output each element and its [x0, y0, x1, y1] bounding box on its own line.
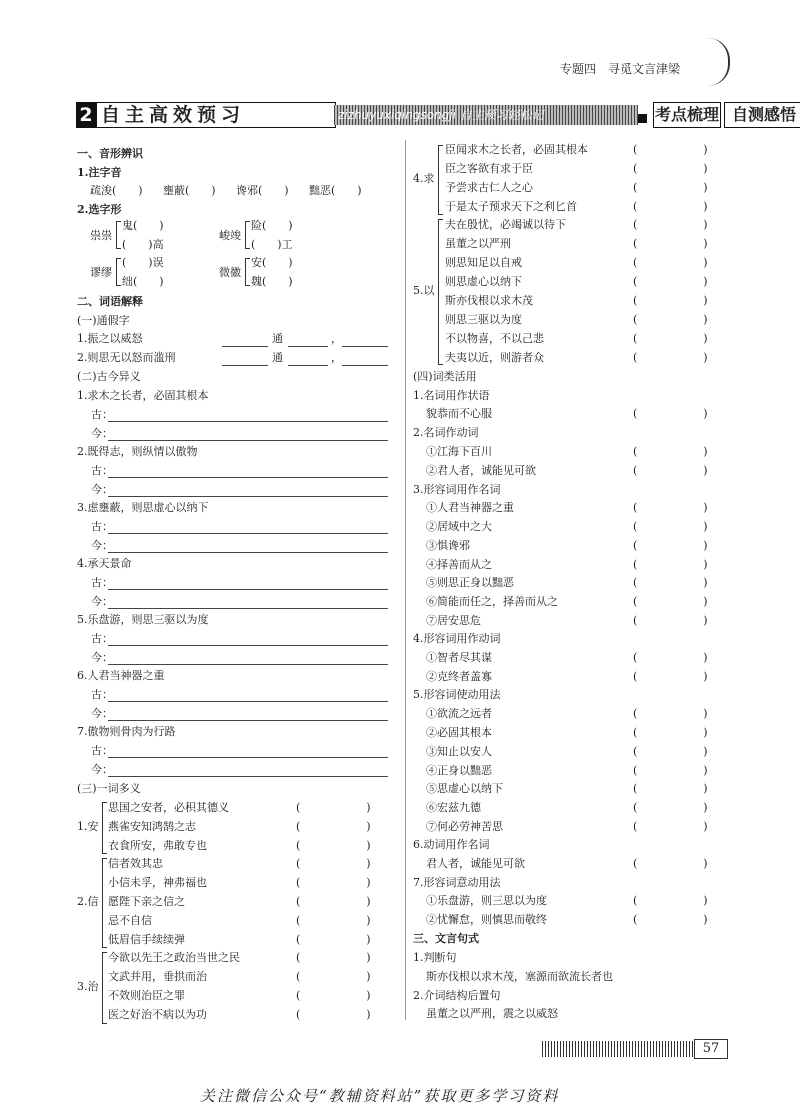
answer-paren[interactable]: ( ): [633, 237, 708, 250]
banner-pinyin: zizhuyuxiqingsongji 自主预习轻松记: [334, 105, 638, 125]
usage-heading: 1.名词用作状语: [413, 389, 490, 402]
usage-sentence: ⑦居安思危: [426, 614, 481, 627]
usage-sentence: 貌恭而不心服: [426, 407, 492, 420]
header-decoration: [708, 38, 730, 86]
answer-paren[interactable]: ( ): [296, 1008, 371, 1021]
pinyin-item: 谗邪( ): [236, 184, 289, 197]
polysemy-sentence: 臣之客欲有求于臣: [445, 162, 533, 175]
answer-paren[interactable]: ( ): [296, 970, 371, 983]
answer-paren[interactable]: ( ): [633, 801, 708, 814]
polysemy-sentence: 低眉信手续续弹: [108, 933, 185, 946]
section-banner: [76, 102, 796, 128]
answer-paren[interactable]: ( ): [633, 256, 708, 269]
answer-paren[interactable]: ( ): [296, 820, 371, 833]
answer-line[interactable]: [108, 552, 388, 553]
brace: [116, 221, 121, 249]
answer-paren[interactable]: ( ): [633, 294, 708, 307]
polysemy-sentence: 文武并用，垂拱而治: [108, 970, 207, 983]
usage-heading: 3.形容词用作名词: [413, 483, 501, 496]
answer-paren[interactable]: ( ): [633, 407, 708, 420]
heading-sentence-patterns: 三、文言句式: [413, 932, 479, 945]
gu-label: 古：: [91, 464, 113, 477]
answer-line[interactable]: [108, 440, 388, 441]
answer-line[interactable]: [108, 664, 388, 665]
column-divider: [405, 140, 406, 1020]
comma-text: ，: [331, 351, 342, 364]
polysemy-sentence: 夫夷以近，则游者众: [445, 351, 544, 364]
gu-label: 古：: [91, 408, 113, 421]
pattern-sentence: 虽董之以严刑，震之以威怒: [426, 1007, 558, 1020]
gu-label: 古：: [91, 744, 113, 757]
polysemy-sentence: 不以物喜，不以己悲: [445, 332, 544, 345]
subheading-word-class: (四)词类活用: [413, 370, 477, 383]
gujin-question: 6.人君当神器之重: [77, 669, 165, 682]
polysemy-sentence: 燕雀安知鸿鹄之志: [108, 820, 196, 833]
answer-line[interactable]: [108, 720, 388, 721]
answer-paren[interactable]: ( ): [296, 857, 371, 870]
answer-blank[interactable]: [222, 346, 268, 347]
brace: [116, 258, 121, 286]
char-group-row: 安( ): [251, 256, 293, 269]
usage-sentence: ⑥宏兹九德: [426, 801, 481, 814]
answer-line[interactable]: [108, 757, 388, 758]
answer-paren[interactable]: ( ): [633, 576, 708, 589]
tongjia-question: 1.振之以威怒: [77, 332, 143, 345]
answer-paren[interactable]: ( ): [633, 726, 708, 739]
answer-paren[interactable]: ( ): [296, 895, 371, 908]
answer-blank[interactable]: [222, 365, 268, 366]
answer-paren[interactable]: ( ): [633, 894, 708, 907]
tongjia-tong: 通: [272, 351, 283, 364]
tongjia-tong: 通: [272, 332, 283, 345]
char-group-row: 绌( ): [122, 275, 164, 288]
usage-sentence: ①乐盘游，则三思以为度: [426, 894, 547, 907]
subheading-pinyin: 1.注字音: [77, 166, 122, 179]
char-group-row: 鬼( ): [122, 219, 164, 232]
subheading-polysemy: (三)一词多义: [77, 782, 141, 795]
subheading-gujin: (二)古今异义: [77, 370, 141, 383]
polysemy-label: 3.治: [77, 980, 99, 993]
answer-paren[interactable]: ( ): [296, 839, 371, 852]
answer-blank[interactable]: [288, 346, 328, 347]
answer-paren[interactable]: ( ): [633, 332, 708, 345]
brace: [438, 219, 443, 365]
usage-heading: 7.形容词意动用法: [413, 876, 501, 889]
tongjia-question: 2.则思无以怒而滥刑: [77, 351, 176, 364]
answer-line[interactable]: [108, 496, 388, 497]
char-group-lead: 峻竣: [219, 229, 241, 242]
polysemy-sentence: 思国之安者，必积其德义: [108, 801, 229, 814]
jin-label: 今：: [91, 651, 113, 664]
banner-square-icon: [638, 114, 647, 123]
answer-paren[interactable]: ( ): [296, 989, 371, 1002]
gu-label: 古：: [91, 576, 113, 589]
jin-label: 今：: [91, 763, 113, 776]
usage-heading: 2.名词作动词: [413, 426, 479, 439]
pinyin-item: 疏浚( ): [90, 184, 143, 197]
polysemy-label: 2.信: [77, 895, 99, 908]
gujin-question: 5.乐盘游，则思三驱以为度: [77, 613, 209, 626]
answer-paren[interactable]: ( ): [633, 820, 708, 833]
answer-paren[interactable]: ( ): [633, 200, 708, 213]
polysemy-label: 4.求: [413, 172, 435, 185]
usage-sentence: ④正身以黜恶: [426, 764, 492, 777]
answer-paren[interactable]: ( ): [633, 782, 708, 795]
usage-sentence: ⑥简能而任之，择善而从之: [426, 595, 558, 608]
char-group-lead: 祟祟: [90, 229, 112, 242]
answer-line[interactable]: [108, 645, 388, 646]
answer-paren[interactable]: ( ): [296, 801, 371, 814]
answer-paren[interactable]: ( ): [633, 857, 708, 870]
answer-paren[interactable]: ( ): [633, 707, 708, 720]
answer-paren[interactable]: ( ): [633, 614, 708, 627]
char-group-row: ( )高: [122, 238, 164, 251]
jin-label: 今：: [91, 595, 113, 608]
polysemy-label: 1.安: [77, 820, 99, 833]
answer-line[interactable]: [108, 776, 388, 777]
heading-word-explain: 二、词语解释: [77, 295, 143, 308]
subheading-char-choice: 2.选字形: [77, 203, 122, 216]
polysemy-sentence: 今欲以先王之政治当世之民: [108, 951, 240, 964]
answer-paren[interactable]: ( ): [633, 162, 708, 175]
answer-paren[interactable]: ( ): [296, 933, 371, 946]
usage-sentence: ①江海下百川: [426, 445, 492, 458]
polysemy-sentence: 忌不自信: [108, 914, 152, 927]
polysemy-label: 5.以: [413, 284, 435, 297]
pattern-sentence: 斯亦伐根以求木茂，塞源而欲流长者也: [426, 970, 613, 983]
banner-title: 自主高效预习: [96, 102, 336, 128]
footer-note: 关注微信公众号“教辅资料站”获取更多学习资料: [200, 1087, 560, 1105]
answer-paren[interactable]: ( ): [633, 501, 708, 514]
gu-label: 古：: [91, 632, 113, 645]
brace: [102, 802, 107, 854]
usage-heading: 5.形容词使动用法: [413, 688, 501, 701]
polysemy-sentence: 夫在殷忧，必竭诚以待下: [445, 218, 566, 231]
polysemy-sentence: 愿陛下亲之信之: [108, 895, 185, 908]
answer-paren[interactable]: ( ): [633, 651, 708, 664]
comma-text: ，: [331, 332, 342, 345]
usage-sentence: ⑤则思正身以黜恶: [426, 576, 514, 589]
usage-sentence: ②忧懈怠，则慎思而敬终: [426, 913, 547, 926]
polysemy-sentence: 衣食所安，弗敢专也: [108, 839, 207, 852]
banner-tag-selftest: 自测感悟: [724, 102, 800, 128]
pinyin-item: 壅蔽( ): [163, 184, 216, 197]
answer-line[interactable]: [108, 477, 388, 478]
brace: [245, 258, 250, 286]
answer-paren[interactable]: ( ): [633, 351, 708, 364]
answer-paren[interactable]: ( ): [633, 275, 708, 288]
char-group-row: ( )工: [251, 238, 293, 251]
usage-sentence: ⑤思虚心以纳下: [426, 782, 503, 795]
usage-sentence: ③知止以安人: [426, 745, 492, 758]
usage-sentence: 君人者，诚能见可欲: [426, 857, 525, 870]
pinyin-item: 黜恶( ): [309, 184, 362, 197]
brace: [438, 145, 443, 215]
usage-sentence: ②克终者盖寡: [426, 670, 492, 683]
answer-paren[interactable]: ( ): [633, 313, 708, 326]
answer-paren[interactable]: ( ): [296, 914, 371, 927]
usage-heading: 4.形容词用作动词: [413, 632, 501, 645]
char-group-lead: 微徽: [219, 266, 241, 279]
subheading-tongjia: (一)通假字: [77, 314, 130, 327]
polysemy-sentence: 医之好治不病以为功: [108, 1008, 207, 1021]
answer-paren[interactable]: ( ): [633, 764, 708, 777]
char-group-row: 魏( ): [251, 275, 293, 288]
answer-paren[interactable]: ( ): [633, 181, 708, 194]
usage-sentence: ①人君当神器之重: [426, 501, 514, 514]
gujin-question: 3.虑壅蔽，则思虚心以纳下: [77, 501, 209, 514]
answer-paren[interactable]: ( ): [633, 745, 708, 758]
gujin-question: 2.既得志，则纵情以傲物: [77, 445, 198, 458]
jin-label: 今：: [91, 539, 113, 552]
pattern-heading: 2.介词结构后置句: [413, 989, 501, 1002]
polysemy-sentence: 则思知足以自戒: [445, 256, 522, 269]
char-group-row: 险( ): [251, 219, 293, 232]
jin-label: 今：: [91, 707, 113, 720]
answer-line[interactable]: [108, 608, 388, 609]
answer-paren[interactable]: ( ): [633, 913, 708, 926]
polysemy-sentence: 臣闻求木之长者，必固其根本: [445, 143, 588, 156]
answer-paren[interactable]: ( ): [296, 951, 371, 964]
answer-blank[interactable]: [288, 365, 328, 366]
pattern-heading: 1.判断句: [413, 951, 457, 964]
banner-number: 2: [76, 102, 96, 128]
gujin-question: 1.求木之长者，必固其根本: [77, 389, 209, 402]
char-group-row: ( )误: [122, 256, 164, 269]
usage-sentence: ②居域中之大: [426, 520, 492, 533]
answer-paren[interactable]: ( ): [633, 464, 708, 477]
polysemy-sentence: 予尝求古仁人之心: [445, 181, 533, 194]
usage-sentence: ④择善而从之: [426, 558, 492, 571]
polysemy-sentence: 小信未孚，神弗福也: [108, 876, 207, 889]
gujin-question: 7.傲物则骨肉为行路: [77, 725, 176, 738]
polysemy-sentence: 斯亦伐根以求木茂: [445, 294, 533, 307]
polysemy-sentence: 则思三驱以为度: [445, 313, 522, 326]
usage-sentence: ⑦何必劳神苦思: [426, 820, 503, 833]
usage-sentence: ③惧谗邪: [426, 539, 470, 552]
answer-paren[interactable]: ( ): [633, 558, 708, 571]
polysemy-sentence: 信者效其忠: [108, 857, 163, 870]
answer-blank[interactable]: [342, 365, 388, 366]
answer-paren[interactable]: ( ): [633, 218, 708, 231]
brace: [245, 221, 250, 249]
jin-label: 今：: [91, 483, 113, 496]
page-number: 57: [694, 1039, 728, 1059]
usage-sentence: ②必固其根本: [426, 726, 492, 739]
usage-sentence: ②君人者，诚能见可欲: [426, 464, 536, 477]
gu-label: 古：: [91, 520, 113, 533]
char-group-lead: 谬缪: [90, 266, 112, 279]
answer-paren[interactable]: ( ): [633, 143, 708, 156]
answer-line[interactable]: [108, 701, 388, 702]
heading-pronunciation-form: 一、音形辨识: [77, 147, 143, 160]
answer-line[interactable]: [108, 421, 388, 422]
answer-paren[interactable]: ( ): [296, 876, 371, 889]
answer-paren[interactable]: ( ): [633, 670, 708, 683]
polysemy-sentence: 虽董之以严刑: [445, 237, 511, 250]
usage-heading: 6.动词用作名词: [413, 838, 490, 851]
gujin-question: 4.承天景命: [77, 557, 132, 570]
usage-sentence: ①智者尽其谋: [426, 651, 492, 664]
answer-line[interactable]: [108, 533, 388, 534]
header-title: 专题四 寻觅文言津梁: [560, 62, 681, 76]
brace: [102, 858, 107, 948]
jin-label: 今：: [91, 427, 113, 440]
answer-paren[interactable]: ( ): [633, 445, 708, 458]
polysemy-sentence: 不效则治臣之罪: [108, 989, 185, 1002]
answer-paren[interactable]: ( ): [633, 539, 708, 552]
answer-line[interactable]: [108, 589, 388, 590]
brace: [102, 952, 107, 1024]
banner-tag-review: 考点梳理: [653, 102, 721, 128]
answer-blank[interactable]: [342, 346, 388, 347]
answer-paren[interactable]: ( ): [633, 520, 708, 533]
gu-label: 古：: [91, 688, 113, 701]
answer-paren[interactable]: ( ): [633, 595, 708, 608]
polysemy-sentence: 于是太子预求天下之利匕首: [445, 200, 577, 213]
polysemy-sentence: 则思虚心以纳下: [445, 275, 522, 288]
usage-sentence: ①欲流之远者: [426, 707, 492, 720]
